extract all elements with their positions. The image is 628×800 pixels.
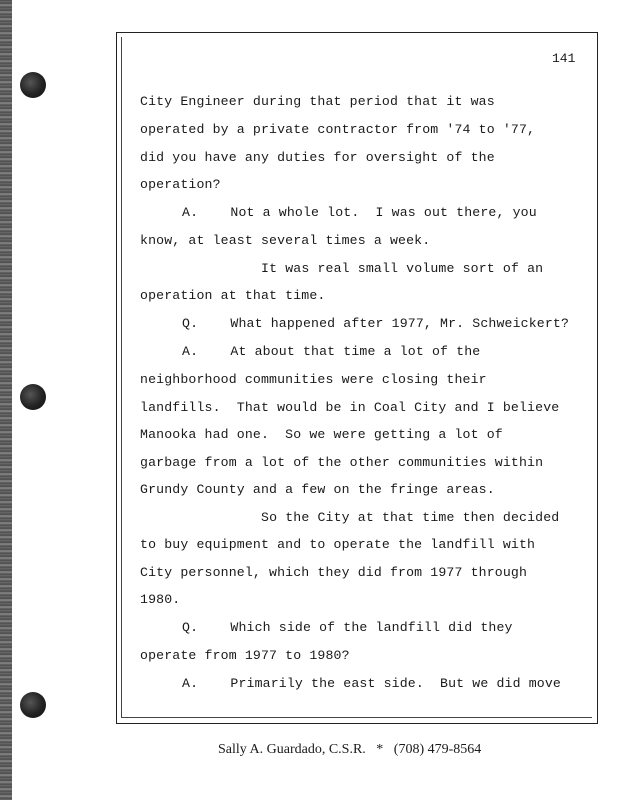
scan-edge [0,0,12,800]
transcript-line: 1980. [140,592,181,607]
transcript-line: operation? [140,177,221,192]
transcript-line: know, at least several times a week. [140,233,431,248]
binder-hole-middle [20,384,46,410]
reporter-phone: (708) 479-8564 [393,742,482,757]
reporter-footer [218,742,481,758]
transcript-line: City Engineer during that period that it was [140,94,495,109]
transcript-line: A. At about that time a lot of the [182,344,481,359]
reporter-name: Sally A. Guardado, C.S.R. [218,742,366,757]
binder-hole-top [20,72,46,98]
transcript-line: garbage from a lot of the other communities within [140,455,544,470]
transcript-line: So the City at that time then decided [261,510,560,525]
page-number: 141 [552,51,576,66]
footer-separator: * [376,742,384,757]
transcript-line: City personnel, which they did from 1977 through [140,565,528,580]
transcript-line: Grundy County and a few on the fringe areas. [140,482,495,497]
transcript-line: operate from 1977 to 1980? [140,648,350,663]
transcript-line: neighborhood communities were closing their [140,372,487,387]
transcript-line: landfills. That would be in Coal City and I believe [140,400,560,415]
binder-hole-bottom [20,692,46,718]
transcript-line: Q. Which side of the landfill did they [182,620,513,635]
transcript-line: did you have any duties for oversight of the [140,150,495,165]
transcript-line: operation at that time. [140,288,326,303]
transcript-line: A. Primarily the east side. But we did move [182,676,561,691]
transcript-line: operated by a private contractor from '74 to '77, [140,122,536,137]
transcript-line: A. Not a whole lot. I was out there, you [182,205,537,220]
transcript-line: Q. What happened after 1977, Mr. Schweickert? [182,316,570,331]
transcript-line: Manooka had one. So we were getting a lot of [140,427,503,442]
transcript-line: It was real small volume sort of an [261,261,544,276]
transcript-line: to buy equipment and to operate the landfill with [140,537,536,552]
